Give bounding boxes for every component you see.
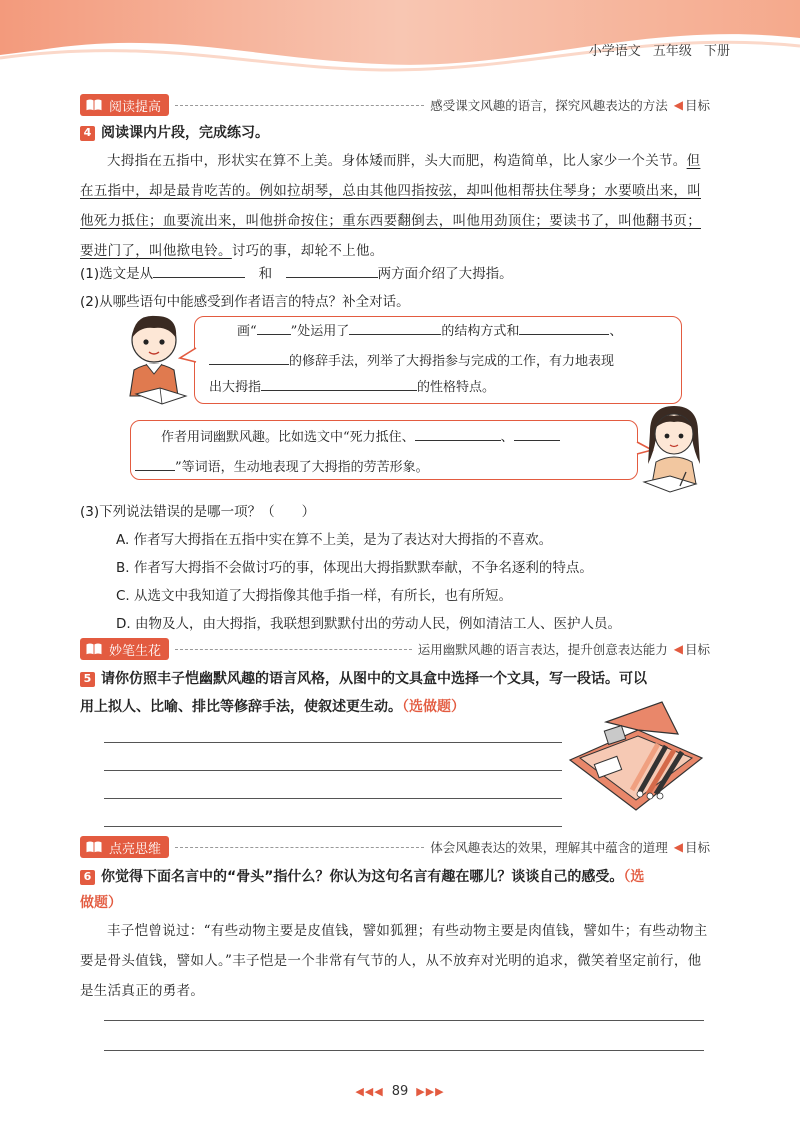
sub1-text-c: 两方面介绍了大拇指。 (377, 266, 513, 282)
goal-label (674, 640, 710, 658)
question-text: 请你仿照丰子恺幽默风趣的语言风格，从图中的文具盒中选择一个文具，写一段话。可以 (101, 671, 647, 687)
answer-blank[interactable] (514, 427, 560, 441)
header-band (0, 0, 800, 72)
bubble1-line-1 (209, 317, 671, 347)
bubble2-line-2 (135, 453, 627, 483)
writing-line[interactable] (104, 798, 562, 799)
dialog-bubble-1 (194, 316, 682, 404)
choice-a[interactable]: A. 作者写大拇指在五指中实在算不上美，是为了表达对大拇指的不喜欢。 (116, 532, 553, 548)
question-text: 用上拟人、比喻、排比等修辞手法，使叙述更生动。 (80, 699, 402, 715)
passage-underlined: 但在五指中，却是最肯吃苦的。例如拉胡琴，总由其他四指按弦，却叫他相帮扶住琴身；水要喷出来，叫他死力抵住；血要流出来，叫他拼命按住；重东西要翻倒去，叫他用劲顶住；要读书了，叫他翻书页；要进门了，叫他揿电铃。 (80, 153, 701, 259)
answer-blank[interactable] (135, 457, 175, 471)
quote-passage: 丰子恺曾说过：“有些动物主要是皮值钱，譬如狐狸；有些动物主要是肉值钱，譬如牛；有些动物主要是骨头值钱，譬如人。”丰子恺是一个非常有气节的人，从不放弃对光明的追求，微笑着坚定前行，他是生活真正的勇者。 (80, 923, 708, 999)
question-5-title-line-2 (80, 696, 465, 718)
goal-label (674, 96, 710, 114)
right-arrows-icon: ▶▶▶ (416, 1085, 445, 1098)
sub-question-3: (3)下列说法错误的是哪一项？（ ） (80, 504, 316, 520)
goal-arrow-icon: ◀ (673, 642, 683, 656)
optional-tag: 做题） (80, 895, 122, 911)
pencil-case-illustration (566, 700, 706, 816)
writing-line[interactable] (104, 742, 562, 743)
bubble2-line-1 (161, 423, 627, 453)
question-5-title-line-1 (80, 668, 647, 690)
sub1-text-a: (1)选文是从 (80, 266, 154, 282)
goal-text: 目标 (684, 98, 710, 113)
question-number: 5 (80, 672, 95, 687)
section-bar-reading (80, 92, 710, 118)
bubble-tail (178, 346, 198, 366)
question-4-title (80, 122, 269, 144)
section-description: 运用幽默风趣的语言表达，提升创意表达能力 (417, 642, 668, 657)
open-book-icon (84, 839, 104, 855)
section-tag-label: 点亮思维 (109, 841, 162, 857)
sub1-text-b: 和 (258, 266, 273, 282)
text: 画“ (237, 324, 257, 339)
dialog-bubble-2 (130, 420, 638, 480)
writing-line[interactable] (104, 770, 562, 771)
page-number (0, 1084, 800, 1099)
text: 的修辞手法，列举了大拇指参与完成的工作，有力地表现 (289, 354, 615, 369)
question-6-title-line-1 (80, 866, 710, 888)
sub-question-2: (2)从哪些语句中能感受到作者语言的特点？补全对话。 (80, 294, 410, 310)
writing-line[interactable] (104, 826, 562, 827)
section-bar-writing (80, 636, 710, 662)
dashed-divider (175, 105, 424, 106)
answer-blank[interactable] (415, 427, 501, 441)
answer-blank[interactable] (153, 264, 245, 278)
page-number-text: 89 (391, 1084, 409, 1099)
text: 出大拇指 (209, 380, 262, 395)
open-book-icon (84, 97, 104, 113)
answer-blank[interactable] (261, 377, 417, 391)
section-tag-label: 妙笔生花 (109, 643, 162, 659)
text: 的结构方式和 (441, 324, 520, 339)
passage-part-1: 大拇指在五指中，形状实在算不上美。身体矮而胖，头大而肥，构造简单，比人家少一个关节。 (107, 153, 687, 169)
section-tag (80, 836, 169, 858)
goal-text: 目标 (684, 840, 710, 855)
passage-part-3: 讨巧的事，却轮不上他。 (231, 243, 384, 259)
answer-blank[interactable] (519, 321, 609, 335)
text: ”处运用了 (290, 324, 350, 339)
goal-text: 目标 (684, 642, 710, 657)
goal-label (674, 838, 710, 856)
bubble1-line-3 (209, 373, 671, 403)
choice-b[interactable]: B. 作者写大拇指不会做讨巧的事，体现出大拇指默默奉献，不争名逐利的特点。 (116, 560, 593, 576)
dashed-divider (175, 649, 412, 650)
open-book-icon (84, 641, 104, 657)
goal-arrow-icon: ◀ (673, 98, 683, 112)
section-description: 体会风趣表达的效果，理解其中蕴含的道理 (430, 840, 668, 855)
answer-blank[interactable] (209, 351, 289, 365)
section-tag (80, 638, 169, 660)
optional-tag: （选 (623, 869, 645, 885)
answer-blank[interactable] (349, 321, 441, 335)
choice-d[interactable]: D. 由物及人，由大拇指，我联想到默默付出的劳动人民，例如清洁工人、医护人员。 (116, 616, 621, 632)
answer-blank[interactable] (257, 321, 291, 335)
question-text: 你觉得下面名言中的“骨头”指什么？你认为这句名言有趣在哪儿？谈谈自己的感受。 (101, 869, 624, 885)
text: 的性格特点。 (417, 380, 496, 395)
reading-passage (80, 146, 710, 266)
question-6-title-line-2 (80, 892, 122, 914)
writing-line[interactable] (104, 1050, 704, 1051)
section-tag-label: 阅读提高 (109, 99, 162, 115)
optional-tag: （选做题） (402, 699, 465, 715)
question-number: 6 (80, 870, 95, 885)
text: ”等词语，生动地表现了大拇指的劳苦形象。 (175, 460, 429, 475)
text: 作者用词幽默风趣。比如选文中“死力抵住、 (161, 430, 415, 445)
section-bar-thinking (80, 834, 710, 860)
text: 、 (500, 430, 514, 445)
section-tag (80, 94, 169, 116)
dashed-divider (175, 847, 424, 848)
choice-c[interactable]: C. 从选文中我知道了大拇指像其他手指一样，有所长，也有所短。 (116, 588, 513, 604)
goal-arrow-icon: ◀ (673, 840, 683, 854)
sub-question-1 (80, 262, 513, 282)
girl-writing-illustration (636, 402, 714, 496)
question-text: 阅读课内片段，完成练习。 (101, 125, 269, 141)
book-title: 小学语文 五年级 下册 (588, 44, 730, 59)
left-arrows-icon: ◀◀◀ (355, 1085, 384, 1098)
text: 、 (609, 324, 623, 339)
section-description: 感受课文风趣的语言，探究风趣表达的方法 (430, 98, 668, 113)
question-number: 4 (80, 126, 95, 141)
answer-blank[interactable] (286, 264, 378, 278)
writing-line[interactable] (104, 1020, 704, 1021)
